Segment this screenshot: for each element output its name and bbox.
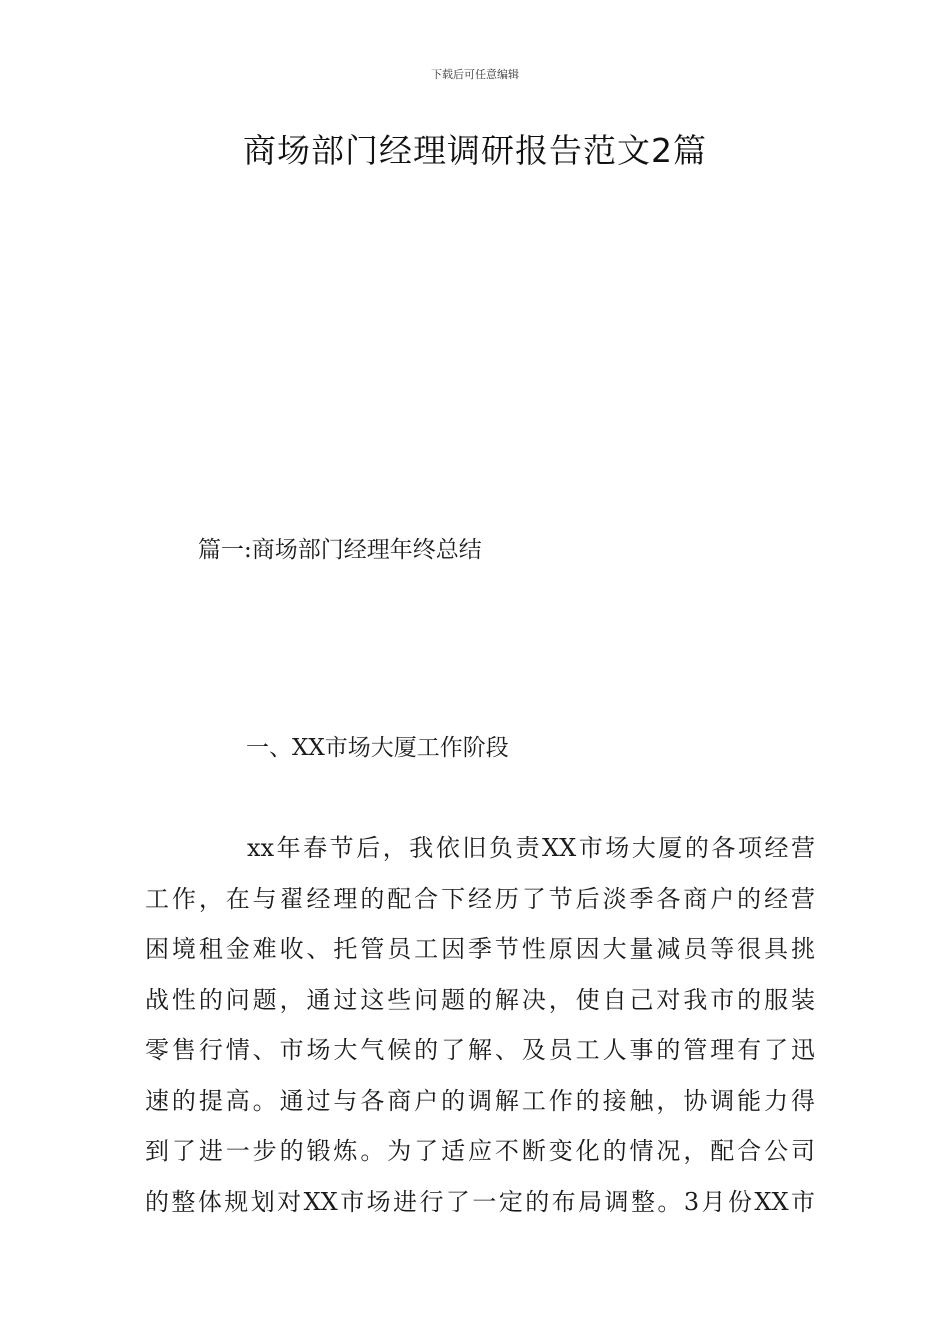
paragraph-line: 零售行情、市场大气候的了解、及员工人事的管理有了迅: [145, 1036, 815, 1064]
section-heading: 一、XX市场大厦工作阶段: [246, 735, 509, 761]
document-title: 商场部门经理调研报告范文2篇: [243, 131, 707, 170]
paragraph-line: xx年春节后，我依旧负责XX市场大厦的各项经营: [247, 834, 815, 862]
part-heading: 篇一:商场部门经理年终总结: [198, 537, 482, 563]
paragraph-line: 战性的问题，通过这些问题的解决，使自己对我市的服装: [145, 985, 815, 1014]
paragraph-line: 困境租金难收、托管员工因季节性原因大量减员等很具挑: [145, 935, 815, 963]
paragraph-line: 速的提高。通过与各商户的调解工作的接触，协调能力得: [145, 1086, 815, 1115]
paragraph-line: 的整体规划对XX市场进行了一定的布局调整。3月份XX市: [145, 1187, 815, 1216]
paragraph-line: 到了进一步的锻炼。为了适应不断变化的情况，配合公司: [145, 1137, 815, 1165]
body-paragraph: [145, 826, 815, 1230]
header-note: 下载后可任意编辑: [431, 68, 519, 81]
paragraph-line: 工作，在与翟经理的配合下经历了节后淡季各商户的经营: [145, 884, 815, 913]
